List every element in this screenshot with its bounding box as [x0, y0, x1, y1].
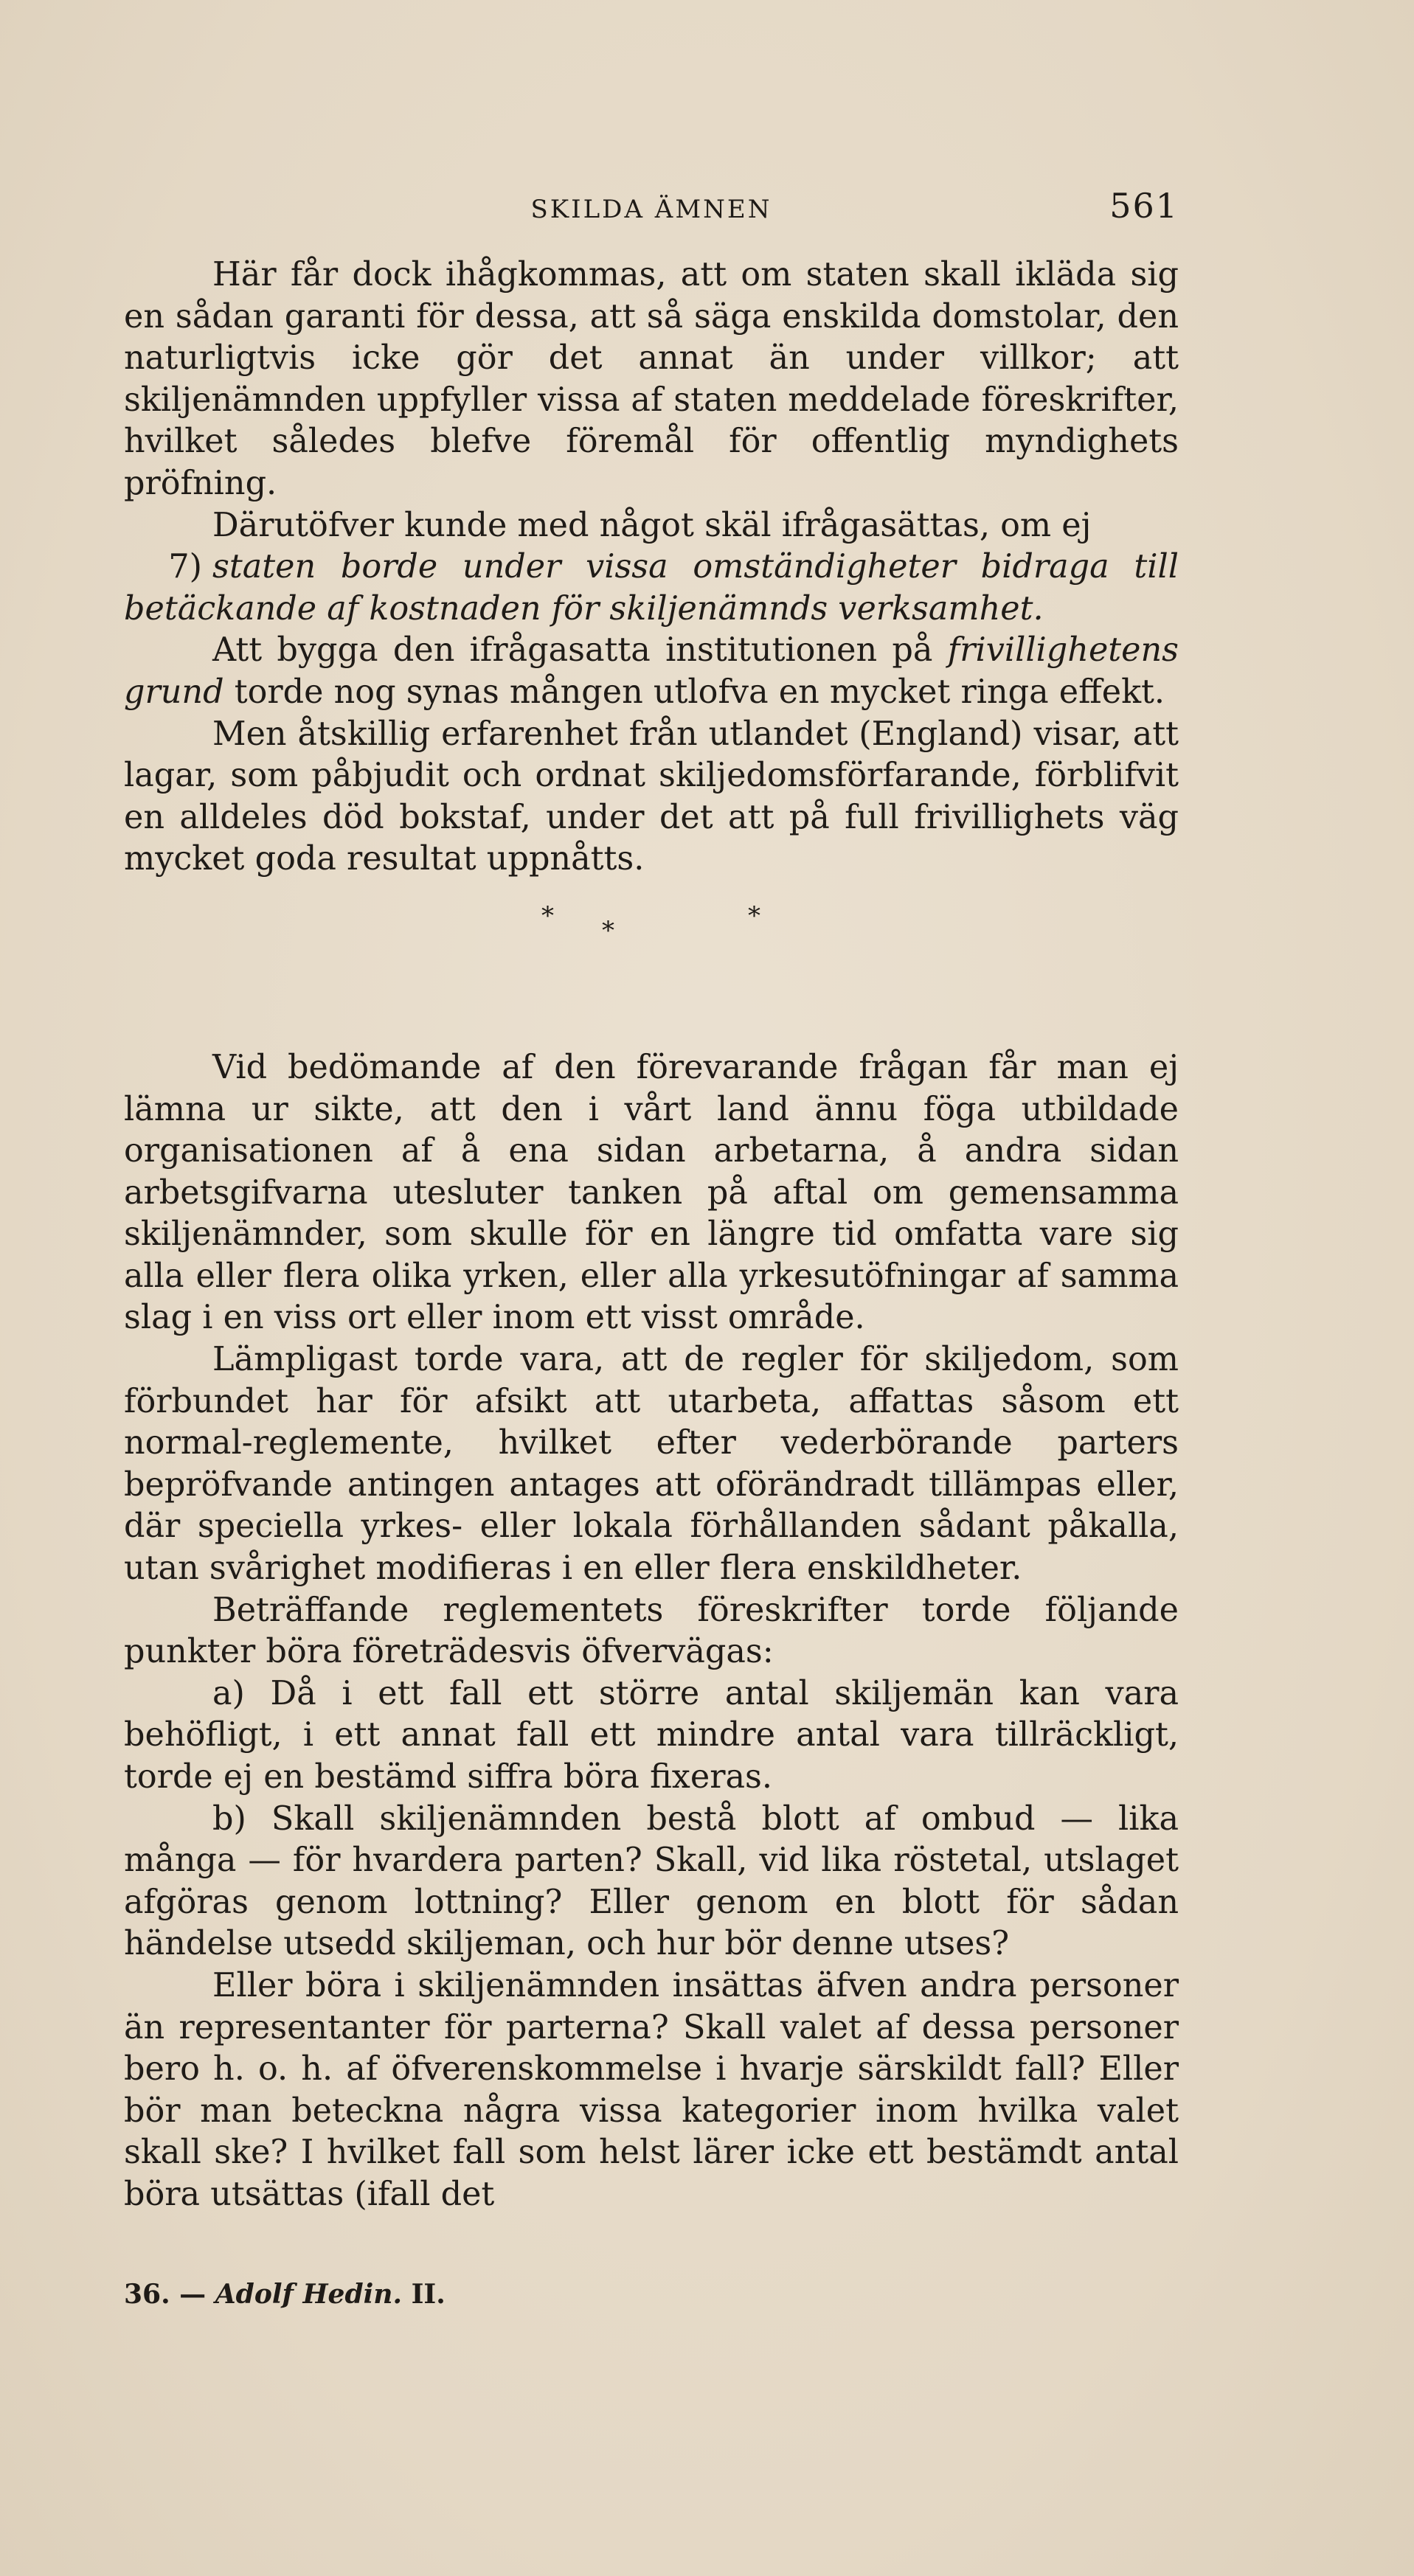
paragraph	[124, 630, 1179, 713]
paragraph: Här får dock ihågkommas, att om staten skall ikläda sig en sådan garanti för dessa, att så säga enskilda domstolar, den naturligtvis icke gör det annat än under villkor; att skiljenämnden uppfyller vissa af staten meddelade föreskrifter, hvilket således blefve föremål för offentlig myndighets pröfning.	[124, 256, 1179, 502]
paragraph: Vid bedömande af den förevarande frågan får man ej lämna ur sikte, att den i vårt land ännu föga utbildade organisationen af å ena sidan arbetarna, å andra sidan arbetsgifvarna utesluter tanken på aftal om gemensamma skiljenämnder, som skulle för en längre tid omfatta vare sig alla eller flera olika yrken, eller alla yrkesutöfningar af samma slag i en viss ort eller inom ett visst område.	[124, 1048, 1179, 1337]
book-page	[124, 0, 1179, 2576]
printer-signature	[124, 2279, 446, 2310]
paragraph: Beträffande reglementets föreskrifter torde följande punkter böra företrädesvis öfvervägas:	[124, 1591, 1179, 1671]
running-title: SKILDA ÄMNEN	[530, 195, 772, 224]
signature-number: 36. —	[124, 2279, 207, 2310]
paragraph	[124, 546, 1179, 630]
running-head	[124, 186, 1179, 230]
paragraph: b) Skall skiljenämnden bestå blott af ombud — lika många — för hvardera parten? Skall, vid lika röstetal, utslaget afgöras genom lottning? Eller genom en blott för sådan händelse utsedd skiljeman, och hur bör denne utses?	[124, 1799, 1179, 1963]
asterisk: *	[748, 900, 760, 931]
page-number: 561	[1109, 186, 1179, 226]
signature-name: Adolf Hedin.	[215, 2279, 403, 2310]
list-number: 7)	[168, 548, 202, 586]
signature-volume: II.	[411, 2279, 446, 2310]
text-run: Att bygga den ifrågasatta institutionen på	[212, 631, 933, 670]
text-run: torde nog synas mången utlofva en mycket ringa effekt.	[234, 673, 1165, 711]
paragraph: a) Då i ett fall ett större antal skiljemän kan vara behöfligt, i ett annat fall ett mindre antal vara tillräckligt, torde ej en bestämd siffra böra fixeras.	[124, 1674, 1179, 1796]
paragraph: Därutöfver kunde med något skäl ifrågasättas, om ej	[212, 506, 1092, 544]
italic-text: staten borde under vissa omständigheter bidraga till betäckande af kostnaden för skiljenämnds verksamhet.	[124, 548, 1179, 628]
italic-text: frivillighetens grund	[124, 631, 1179, 711]
asterisk: *	[541, 900, 554, 931]
section-break	[124, 881, 1179, 1047]
paragraph: Eller böra i skiljenämnden insättas äfven andra personer än representanter för parterna? Skall valet af dessa personer bero h. o. h. af öfverenskommelse i hvarje särskildt fall? Eller bör man beteckna några vissa kategorier inom hvilka valet skall ske? I hvilket fall som helst lärer icke ett bestämdt antal böra utsättas (ifall det	[124, 1966, 1179, 2213]
body-text	[124, 254, 1179, 2216]
paragraph: Lämpligast torde vara, att de regler för skiljedom, som förbundet har för afsikt att utarbeta, affattas såsom ett normal-reglemente, hvilket efter vederbörande parters bepröfvande antingen antages att oförändradt tillämpas eller, där speciella yrkes- eller lokala förhållanden sådant påkalla, utan svårighet modifieras i en eller flera enskildheter.	[124, 1341, 1179, 1588]
paragraph: Men åtskillig erfarenhet från utlandet (England) visar, att lagar, som påbjudit och ordnat skiljedomsförfarande, förblifvit en alldeles död bokstaf, under det att på full frivillighets väg mycket goda resultat uppnåtts.	[124, 715, 1179, 878]
asterisk: *	[602, 915, 614, 945]
